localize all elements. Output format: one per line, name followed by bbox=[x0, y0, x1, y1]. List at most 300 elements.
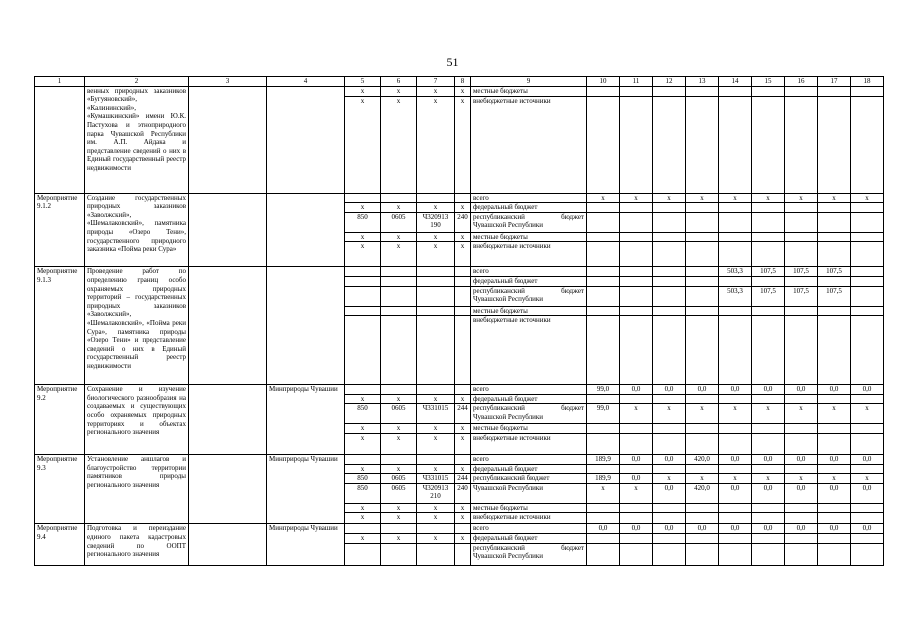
year-value bbox=[620, 232, 653, 242]
budget-code-cell: х bbox=[455, 203, 471, 213]
year-value: х bbox=[653, 193, 686, 203]
budget-code-cell bbox=[345, 385, 381, 395]
year-value bbox=[686, 543, 719, 565]
year-value bbox=[818, 394, 851, 404]
budget-code-cell: х bbox=[381, 86, 417, 96]
funding-source: республиканский бюджет Чувашской Республики bbox=[471, 286, 587, 306]
funding-source: федеральный бюджет bbox=[471, 276, 587, 286]
budget-code-cell: х bbox=[417, 394, 455, 404]
budget-code-cell bbox=[345, 543, 381, 565]
year-value: 0,0 bbox=[752, 524, 785, 534]
year-value bbox=[719, 513, 752, 524]
table-row bbox=[35, 524, 884, 534]
year-value bbox=[653, 533, 686, 543]
year-value bbox=[719, 232, 752, 242]
year-value: х bbox=[653, 404, 686, 424]
budget-code-cell: х bbox=[455, 533, 471, 543]
year-value bbox=[785, 86, 818, 96]
year-value bbox=[785, 276, 818, 286]
header-cell: 5 bbox=[345, 77, 381, 87]
year-value bbox=[719, 533, 752, 543]
budget-code-cell bbox=[381, 454, 417, 464]
table-row bbox=[35, 193, 884, 203]
year-value: 0,0 bbox=[587, 524, 620, 534]
year-value bbox=[653, 86, 686, 96]
year-value: х bbox=[818, 474, 851, 484]
budget-code-cell: х bbox=[455, 232, 471, 242]
budget-code-cell: х bbox=[417, 464, 455, 474]
year-value: х bbox=[620, 193, 653, 203]
year-value: 0,0 bbox=[785, 483, 818, 503]
executor-cell bbox=[267, 267, 345, 385]
budget-code-cell: 240 bbox=[455, 483, 471, 503]
funding-source: республиканский бюджет Чувашской Республики bbox=[471, 543, 587, 565]
budget-code-cell: Ч331015 bbox=[417, 404, 455, 424]
year-value: х bbox=[719, 193, 752, 203]
funding-source: внебюджетные источники bbox=[471, 242, 587, 267]
year-value bbox=[785, 464, 818, 474]
year-value bbox=[686, 96, 719, 193]
funding-source: внебюджетные источники bbox=[471, 433, 587, 454]
funding-source: местные бюджеты bbox=[471, 306, 587, 316]
year-value: х bbox=[851, 404, 884, 424]
year-value bbox=[653, 242, 686, 267]
budget-code-cell bbox=[381, 543, 417, 565]
year-value bbox=[587, 513, 620, 524]
year-value bbox=[752, 394, 785, 404]
year-value bbox=[719, 276, 752, 286]
year-value bbox=[752, 212, 785, 232]
year-value bbox=[818, 306, 851, 316]
year-value: х bbox=[686, 474, 719, 484]
year-value bbox=[752, 543, 785, 565]
measure-description: Подготовка и переиздание единого пакета кадастровых сведений по ООПТ регионального значения bbox=[85, 524, 189, 565]
year-value: 0,0 bbox=[653, 385, 686, 395]
year-value bbox=[653, 316, 686, 385]
budget-code-cell bbox=[381, 385, 417, 395]
year-value bbox=[719, 86, 752, 96]
year-value bbox=[587, 316, 620, 385]
funding-source: всего bbox=[471, 267, 587, 277]
executor-cell bbox=[267, 193, 345, 267]
header-cell: 15 bbox=[752, 77, 785, 87]
funding-source: местные бюджеты bbox=[471, 503, 587, 513]
budget-code-cell: х bbox=[381, 424, 417, 434]
year-value bbox=[818, 232, 851, 242]
header-cell: 10 bbox=[587, 77, 620, 87]
year-value: 0,0 bbox=[752, 483, 785, 503]
budget-code-cell bbox=[417, 193, 455, 203]
budget-code-cell: х bbox=[381, 433, 417, 454]
budget-code-cell: х bbox=[455, 503, 471, 513]
year-value: 189,9 bbox=[587, 454, 620, 464]
year-value bbox=[752, 533, 785, 543]
year-value: х bbox=[752, 193, 785, 203]
budget-code-cell bbox=[417, 385, 455, 395]
measure-id: Мероприятие 9.4 bbox=[35, 524, 85, 565]
funding-source: местные бюджеты bbox=[471, 424, 587, 434]
measure-id: Мероприятие 9.2 bbox=[35, 385, 85, 455]
header-cell: 11 bbox=[620, 77, 653, 87]
year-value bbox=[587, 267, 620, 277]
year-value bbox=[653, 543, 686, 565]
year-value bbox=[587, 232, 620, 242]
year-value bbox=[851, 212, 884, 232]
year-value: х bbox=[785, 193, 818, 203]
year-value bbox=[785, 513, 818, 524]
year-value bbox=[620, 276, 653, 286]
budget-code-cell bbox=[455, 524, 471, 534]
year-value bbox=[785, 316, 818, 385]
year-value: х bbox=[752, 474, 785, 484]
measure-description: Сохранение и изучение биологического разнообразия на создаваемых и существующих особо охраняемых природных территориях и объектах регионального значения bbox=[85, 385, 189, 455]
year-value bbox=[818, 464, 851, 474]
budget-code-cell: 0605 bbox=[381, 212, 417, 232]
header-cell: 9 bbox=[471, 77, 587, 87]
measure-id: Мероприятие 9.3 bbox=[35, 454, 85, 523]
budget-code-cell: х bbox=[455, 513, 471, 524]
budget-code-cell bbox=[455, 306, 471, 316]
budget-code-cell: 0605 bbox=[381, 474, 417, 484]
year-value bbox=[719, 543, 752, 565]
budget-code-cell: х bbox=[345, 203, 381, 213]
year-value: 0,0 bbox=[620, 524, 653, 534]
budget-code-cell: х bbox=[345, 232, 381, 242]
budget-code-cell bbox=[381, 306, 417, 316]
funding-source: всего bbox=[471, 454, 587, 464]
budget-code-cell: х bbox=[455, 242, 471, 267]
year-value bbox=[818, 86, 851, 96]
year-value bbox=[686, 86, 719, 96]
year-value bbox=[719, 503, 752, 513]
year-value: 99,0 bbox=[587, 404, 620, 424]
funding-source: федеральный бюджет bbox=[471, 533, 587, 543]
participant-cell bbox=[189, 385, 267, 455]
year-value bbox=[752, 464, 785, 474]
year-value bbox=[587, 543, 620, 565]
year-value bbox=[851, 203, 884, 213]
budget-code-cell: х bbox=[455, 96, 471, 193]
year-value: 107,5 bbox=[785, 267, 818, 277]
year-value: 0,0 bbox=[785, 524, 818, 534]
year-value bbox=[851, 306, 884, 316]
funding-source: местные бюджеты bbox=[471, 232, 587, 242]
budget-code-cell: х bbox=[345, 533, 381, 543]
year-value: 0,0 bbox=[818, 454, 851, 464]
budget-code-cell bbox=[417, 276, 455, 286]
budget-code-cell: Ч320913 210 bbox=[417, 483, 455, 503]
year-value bbox=[818, 543, 851, 565]
year-value bbox=[620, 306, 653, 316]
budget-code-cell: 244 bbox=[455, 474, 471, 484]
funding-source: Чувашской Республики bbox=[471, 483, 587, 503]
year-value: х bbox=[719, 474, 752, 484]
year-value bbox=[686, 267, 719, 277]
year-value: 189,9 bbox=[587, 474, 620, 484]
budget-code-cell bbox=[345, 276, 381, 286]
budget-code-cell bbox=[345, 193, 381, 203]
year-value bbox=[752, 96, 785, 193]
year-value: х bbox=[752, 404, 785, 424]
budget-code-cell bbox=[381, 267, 417, 277]
executor-cell: Минприроды Чувашии bbox=[267, 454, 345, 523]
year-value bbox=[686, 212, 719, 232]
year-value bbox=[719, 464, 752, 474]
year-value bbox=[620, 433, 653, 454]
header-cell: 18 bbox=[851, 77, 884, 87]
year-value bbox=[851, 543, 884, 565]
year-value: 0,0 bbox=[851, 483, 884, 503]
funding-source: всего bbox=[471, 193, 587, 203]
year-value bbox=[620, 96, 653, 193]
funding-source: внебюджетные источники bbox=[471, 513, 587, 524]
year-value bbox=[587, 276, 620, 286]
year-value bbox=[653, 394, 686, 404]
budget-code-cell bbox=[381, 524, 417, 534]
header-cell: 4 bbox=[267, 77, 345, 87]
budget-code-cell: 850 bbox=[345, 212, 381, 232]
year-value bbox=[719, 424, 752, 434]
budget-code-cell bbox=[345, 286, 381, 306]
year-value: 0,0 bbox=[686, 524, 719, 534]
year-value: 107,5 bbox=[818, 286, 851, 306]
header-cell: 2 bbox=[85, 77, 189, 87]
budget-code-cell: х bbox=[417, 533, 455, 543]
budget-code-cell: х bbox=[381, 464, 417, 474]
year-value bbox=[653, 212, 686, 232]
budget-code-cell: 0605 bbox=[381, 404, 417, 424]
year-value bbox=[752, 203, 785, 213]
year-value bbox=[620, 394, 653, 404]
year-value bbox=[752, 232, 785, 242]
header-cell: 16 bbox=[785, 77, 818, 87]
year-value: 0,0 bbox=[818, 385, 851, 395]
year-value bbox=[620, 503, 653, 513]
year-value: х bbox=[620, 404, 653, 424]
budget-code-cell bbox=[417, 454, 455, 464]
budget-code-cell: 850 bbox=[345, 474, 381, 484]
year-value bbox=[587, 86, 620, 96]
year-value bbox=[851, 286, 884, 306]
budget-code-cell: Ч331015 bbox=[417, 474, 455, 484]
participant-cell bbox=[189, 193, 267, 267]
year-value bbox=[620, 533, 653, 543]
year-value: х bbox=[587, 483, 620, 503]
budget-code-cell bbox=[417, 524, 455, 534]
year-value bbox=[752, 424, 785, 434]
year-value: 0,0 bbox=[719, 524, 752, 534]
year-value bbox=[785, 212, 818, 232]
funding-source: местные бюджеты bbox=[471, 86, 587, 96]
budget-code-cell bbox=[417, 286, 455, 306]
year-value bbox=[620, 267, 653, 277]
year-value: 0,0 bbox=[686, 385, 719, 395]
budget-code-cell bbox=[381, 193, 417, 203]
year-value: 0,0 bbox=[719, 454, 752, 464]
header-cell: 1 bbox=[35, 77, 85, 87]
budget-code-cell: х bbox=[455, 433, 471, 454]
measure-id: Мероприятие 9.1.2 bbox=[35, 193, 85, 267]
funding-source: всего bbox=[471, 524, 587, 534]
budget-code-cell bbox=[455, 454, 471, 464]
year-value bbox=[587, 433, 620, 454]
year-value bbox=[719, 212, 752, 232]
year-value bbox=[785, 533, 818, 543]
budget-code-cell bbox=[417, 316, 455, 385]
year-value bbox=[785, 203, 818, 213]
year-value bbox=[851, 267, 884, 277]
year-value bbox=[752, 503, 785, 513]
measure-description: Проведение работ по определению границ особо охраняемых природных территорий – государственных природных заказников «Заволжский», «Шемалаковский», «Пойма реки Сура», памятника природы «Озеро Тени» и представление сведений о них в Единый государственный реестр недвижимости bbox=[85, 267, 189, 385]
header-cell: 17 bbox=[818, 77, 851, 87]
participant-cell bbox=[189, 454, 267, 523]
header-cell: 8 bbox=[455, 77, 471, 87]
budget-code-cell: х bbox=[417, 424, 455, 434]
year-value bbox=[851, 464, 884, 474]
year-value: 0,0 bbox=[752, 454, 785, 464]
year-value bbox=[818, 513, 851, 524]
budget-code-cell bbox=[455, 316, 471, 385]
year-value bbox=[851, 513, 884, 524]
budget-code-cell bbox=[455, 267, 471, 277]
budget-code-cell: 850 bbox=[345, 404, 381, 424]
year-value bbox=[719, 306, 752, 316]
year-value: 0,0 bbox=[719, 385, 752, 395]
year-value: 99,0 bbox=[587, 385, 620, 395]
year-value bbox=[851, 96, 884, 193]
measure-id bbox=[35, 86, 85, 193]
measure-id: Мероприятие 9.1.3 bbox=[35, 267, 85, 385]
year-value bbox=[785, 503, 818, 513]
budget-code-cell bbox=[417, 543, 455, 565]
year-value: 420,0 bbox=[686, 483, 719, 503]
year-value bbox=[653, 267, 686, 277]
year-value bbox=[818, 503, 851, 513]
funding-source: федеральный бюджет bbox=[471, 203, 587, 213]
budget-code-cell: х bbox=[381, 232, 417, 242]
funding-source: внебюджетные источники bbox=[471, 96, 587, 193]
funding-source: федеральный бюджет bbox=[471, 464, 587, 474]
budget-code-cell: х bbox=[345, 433, 381, 454]
year-value bbox=[818, 203, 851, 213]
budget-code-cell bbox=[345, 267, 381, 277]
year-value bbox=[620, 424, 653, 434]
header-cell: 14 bbox=[719, 77, 752, 87]
participant-cell bbox=[189, 267, 267, 385]
year-value bbox=[851, 242, 884, 267]
budget-code-cell: х bbox=[381, 394, 417, 404]
year-value: х bbox=[818, 404, 851, 424]
year-value bbox=[686, 503, 719, 513]
budget-code-cell: х bbox=[381, 513, 417, 524]
year-value: 0,0 bbox=[785, 454, 818, 464]
year-value: 107,5 bbox=[818, 267, 851, 277]
budget-code-cell: 240 bbox=[455, 212, 471, 232]
budget-code-cell: х bbox=[417, 242, 455, 267]
year-value bbox=[587, 424, 620, 434]
measure-description: венных природных заказников «Бугуяновский», «Калининский», «Кумашкинский» имени Ю.К. Пастухова и этноприродного парка Чувашской Республики им. А.П. Айдака и представление сведений о них в Единый государственный реестр недвижимости bbox=[85, 86, 189, 193]
participant-cell bbox=[189, 524, 267, 565]
year-value bbox=[587, 212, 620, 232]
year-value bbox=[587, 242, 620, 267]
year-value bbox=[719, 316, 752, 385]
year-value bbox=[653, 203, 686, 213]
budget-table bbox=[34, 76, 884, 566]
budget-code-cell: х bbox=[345, 394, 381, 404]
funding-source: всего bbox=[471, 385, 587, 395]
budget-code-cell: х bbox=[455, 424, 471, 434]
year-value bbox=[653, 424, 686, 434]
year-value bbox=[620, 513, 653, 524]
year-value bbox=[653, 232, 686, 242]
budget-code-cell: х bbox=[345, 503, 381, 513]
budget-code-cell: х bbox=[417, 203, 455, 213]
year-value bbox=[587, 533, 620, 543]
budget-code-cell bbox=[455, 286, 471, 306]
year-value bbox=[818, 533, 851, 543]
year-value bbox=[686, 242, 719, 267]
year-value bbox=[587, 96, 620, 193]
year-value bbox=[686, 286, 719, 306]
year-value bbox=[785, 306, 818, 316]
year-value: х bbox=[719, 404, 752, 424]
year-value bbox=[851, 503, 884, 513]
year-value bbox=[686, 316, 719, 385]
year-value: х bbox=[620, 483, 653, 503]
year-value bbox=[620, 286, 653, 306]
year-value bbox=[785, 232, 818, 242]
year-value bbox=[752, 433, 785, 454]
year-value bbox=[620, 543, 653, 565]
year-value bbox=[653, 306, 686, 316]
year-value: х bbox=[818, 193, 851, 203]
page-number: 51 bbox=[446, 55, 459, 69]
budget-code-cell: х bbox=[417, 232, 455, 242]
budget-code-cell: х bbox=[417, 433, 455, 454]
budget-code-cell bbox=[381, 276, 417, 286]
budget-code-cell bbox=[455, 193, 471, 203]
year-value bbox=[620, 242, 653, 267]
year-value: 0,0 bbox=[752, 385, 785, 395]
year-value: 0,0 bbox=[620, 385, 653, 395]
budget-code-cell: х bbox=[417, 513, 455, 524]
year-value bbox=[719, 242, 752, 267]
header-cell: 3 bbox=[189, 77, 267, 87]
funding-source: республиканский бюджет bbox=[471, 474, 587, 484]
budget-code-cell: 244 bbox=[455, 404, 471, 424]
year-value bbox=[686, 232, 719, 242]
year-value bbox=[818, 316, 851, 385]
budget-code-cell: х bbox=[455, 464, 471, 474]
year-value: 503,3 bbox=[719, 267, 752, 277]
year-value bbox=[851, 232, 884, 242]
year-value bbox=[851, 533, 884, 543]
budget-code-cell: х bbox=[381, 203, 417, 213]
year-value bbox=[620, 316, 653, 385]
budget-code-cell bbox=[455, 543, 471, 565]
year-value: х bbox=[587, 193, 620, 203]
year-value: х bbox=[686, 404, 719, 424]
year-value bbox=[785, 394, 818, 404]
year-value bbox=[620, 86, 653, 96]
year-value bbox=[851, 276, 884, 286]
executor-cell bbox=[267, 86, 345, 193]
year-value bbox=[752, 86, 785, 96]
year-value: 0,0 bbox=[620, 474, 653, 484]
year-value: 0,0 bbox=[818, 524, 851, 534]
budget-code-cell bbox=[455, 385, 471, 395]
funding-source: внебюджетные источники bbox=[471, 316, 587, 385]
